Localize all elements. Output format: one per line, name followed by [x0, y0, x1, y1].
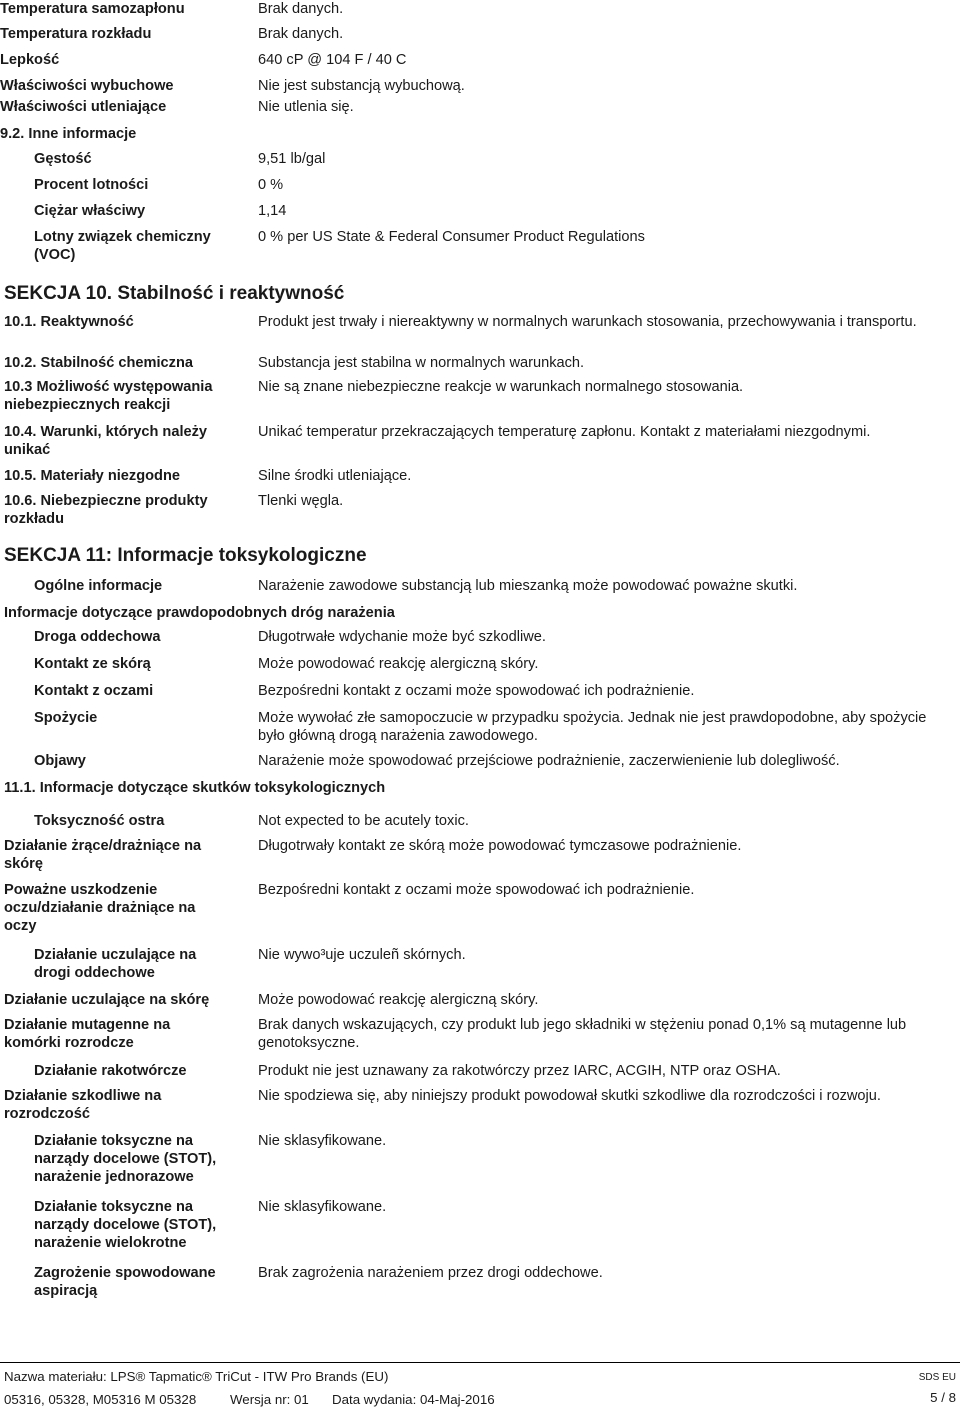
value-oxidizing-properties: Nie utlenia się. — [258, 99, 354, 115]
label-reactivity: 10.1. Reaktywność — [4, 314, 134, 330]
label-decomposition-temp: Temperatura rozkładu — [0, 26, 152, 42]
label-chemical-stability: 10.2. Stabilność chemiczna — [4, 355, 193, 371]
value-inhalation: Długotrwałe wdychanie może być szkodliwe. — [258, 629, 546, 645]
value-decomposition-temp: Brak danych. — [258, 26, 344, 42]
label-specific-gravity: Ciężar właściwy — [34, 203, 146, 219]
section-10-title: SEKCJA 10. Stabilność i reaktywność — [4, 283, 345, 304]
value-incompatible-materials: Silne środki utleniające. — [258, 468, 412, 484]
label-carcinogenicity: Działanie rakotwórcze — [34, 1063, 187, 1079]
value-ingestion: Może wywołać złe samopoczucie w przypadku spożycia. Jednak nie jest prawdopodobne, aby spożycie było główną drogą narażenia zawodowego. — [258, 710, 927, 744]
label-conditions-to-avoid: 10.4. Warunki, których należy unikać — [4, 424, 208, 458]
value-respiratory-sensitisation: Nie wywo³uje uczuleñ skórnych. — [258, 947, 466, 963]
value-stot-repeated: Nie sklasyfikowane. — [258, 1199, 387, 1215]
value-chemical-stability: Substancja jest stabilna w normalnych warunkach. — [258, 355, 585, 371]
label-symptoms: Objawy — [34, 753, 86, 769]
footer-product-codes: 05316, 05328, M05316 M 05328 — [4, 1392, 197, 1407]
label-eye-damage: Poważne uszkodzenie oczu/działanie drażniące na oczy — [4, 882, 196, 934]
exposure-routes-heading: Informacje dotyczące prawdopodobnych dróg narażenia — [4, 605, 395, 621]
value-general-information: Narażenie zawodowe substancją lub mieszanką może powodować poważne skutki. — [258, 578, 798, 594]
label-hazardous-reactions: 10.3 Możliwość występowania niebezpiecznych reakcji — [4, 379, 213, 413]
label-eye-contact: Kontakt z oczami — [34, 683, 154, 699]
label-density: Gęstość — [34, 151, 92, 167]
toxicological-effects-heading: 11.1. Informacje dotyczące skutków toksykologicznych — [4, 780, 386, 796]
footer-version: Wersja nr: 01 — [230, 1392, 309, 1407]
value-percent-volatile: 0 % — [258, 177, 284, 193]
label-acute-toxicity: Toksyczność ostra — [34, 813, 165, 829]
footer-page-number: 5 / 8 — [930, 1390, 956, 1405]
value-eye-contact: Bezpośredni kontakt z oczami może spowodować ich podrażnienie. — [258, 683, 695, 699]
label-viscosity: Lepkość — [0, 52, 60, 68]
label-inhalation: Droga oddechowa — [34, 629, 161, 645]
value-conditions-to-avoid: Unikać temperatur przekraczających temperaturę zapłonu. Kontakt z materiałami niezgodnymi. — [258, 424, 871, 440]
label-voc: Lotny związek chemiczny (VOC) — [34, 229, 211, 263]
value-viscosity: 640 cP @ 104 F / 40 C — [258, 52, 407, 68]
value-eye-damage: Bezpośredni kontakt z oczami może spowodować ich podrażnienie. — [258, 882, 695, 898]
value-skin-contact: Może powodować reakcję alergiczną skóry. — [258, 656, 539, 672]
footer-material-name: Nazwa materiału: LPS® Tapmatic® TriCut - ITW Pro Brands (EU) — [4, 1369, 389, 1384]
label-skin-sensitisation: Działanie uczulające na skórę — [4, 992, 210, 1008]
label-stot-repeated: Działanie toksyczne na narządy docelowe (STOT), narażenie wielokrotne — [34, 1199, 217, 1251]
value-voc: 0 % per US State & Federal Consumer Product Regulations — [258, 229, 645, 245]
label-reproductive-toxicity: Działanie szkodliwe na rozrodczość — [4, 1088, 162, 1122]
label-decomposition-products: 10.6. Niebezpieczne produkty rozkładu — [4, 493, 208, 527]
label-respiratory-sensitisation: Działanie uczulające na drogi oddechowe — [34, 947, 197, 981]
footer-issue-date: Data wydania: 04-Maj-2016 — [332, 1392, 495, 1407]
footer-sds-label: SDS EU — [918, 1372, 956, 1383]
value-decomposition-products: Tlenki węgla. — [258, 493, 344, 509]
label-incompatible-materials: 10.5. Materiały niezgodne — [4, 468, 180, 484]
label-general-information: Ogólne informacje — [34, 578, 163, 594]
label-autoignition-temp: Temperatura samozapłonu — [0, 1, 185, 17]
value-autoignition-temp: Brak danych. — [258, 1, 344, 17]
other-information-heading: 9.2. Inne informacje — [0, 126, 137, 142]
label-skin-corrosion: Działanie żrące/drażniące na skórę — [4, 838, 202, 872]
label-germ-cell-mutagenicity: Działanie mutagenne na komórki rozrodcze — [4, 1017, 171, 1051]
label-oxidizing-properties: Właściwości utleniające — [0, 99, 167, 115]
value-explosive-properties: Nie jest substancją wybuchową. — [258, 78, 465, 94]
value-hazardous-reactions: Nie są znane niebezpieczne reakcje w warunkach normalnego stosowania. — [258, 379, 744, 395]
value-germ-cell-mutagenicity: Brak danych wskazujących, czy produkt lub jego składniki w stężeniu ponad 0,1% są mutagenne lub genotoksyczne. — [258, 1017, 907, 1051]
value-specific-gravity: 1,14 — [258, 203, 287, 219]
value-carcinogenicity: Produkt nie jest uznawany za rakotwórczy przez IARC, ACGIH, NTP oraz OSHA. — [258, 1063, 781, 1079]
value-aspiration-hazard: Brak zagrożenia narażeniem przez drogi oddechowe. — [258, 1265, 603, 1281]
footer-divider — [0, 1362, 960, 1363]
label-skin-contact: Kontakt ze skórą — [34, 656, 151, 672]
label-stot-single: Działanie toksyczne na narządy docelowe (STOT), narażenie jednorazowe — [34, 1133, 217, 1185]
value-skin-sensitisation: Może powodować reakcję alergiczną skóry. — [258, 992, 539, 1008]
label-ingestion: Spożycie — [34, 710, 98, 726]
value-reproductive-toxicity: Nie spodziewa się, aby niniejszy produkt powodował skutki szkodliwe dla rozrodczości i rozwoju. — [258, 1088, 881, 1104]
label-percent-volatile: Procent lotności — [34, 177, 149, 193]
value-acute-toxicity: Not expected to be acutely toxic. — [258, 813, 469, 829]
value-reactivity: Produkt jest trwały i niereaktywny w normalnych warunkach stosowania, przechowywania i transportu. — [258, 314, 917, 330]
label-aspiration-hazard: Zagrożenie spowodowane aspiracją — [34, 1265, 216, 1299]
value-skin-corrosion: Długotrwały kontakt ze skórą może powodować tymczasowe podrażnienie. — [258, 838, 742, 854]
value-density: 9,51 lb/gal — [258, 151, 326, 167]
label-explosive-properties: Właściwości wybuchowe — [0, 78, 174, 94]
value-symptoms: Narażenie może spowodować przejściowe podrażnienie, zaczerwienienie lub dolegliwość. — [258, 753, 840, 769]
value-stot-single: Nie sklasyfikowane. — [258, 1133, 387, 1149]
section-11-title: SEKCJA 11: Informacje toksykologiczne — [4, 545, 367, 566]
